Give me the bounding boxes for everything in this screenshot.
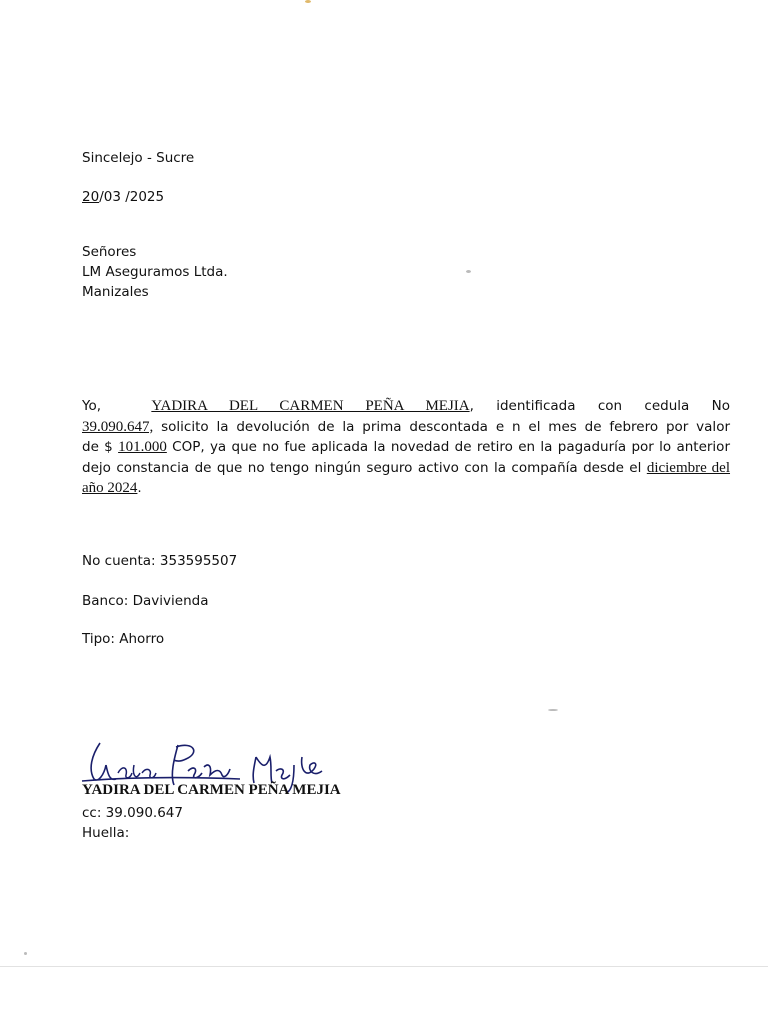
letter-body <box>82 396 730 499</box>
signer-id: cc: 39.090.647 <box>82 805 183 821</box>
scan-speck <box>466 270 471 273</box>
recipient-city: Manizales <box>82 284 149 300</box>
applicant-name: YADIRA DEL CARMEN PEÑA MEJIA <box>151 398 470 414</box>
date-day: 20 <box>82 189 100 205</box>
scan-speck <box>548 709 558 711</box>
date-month-year: /03 /2025 <box>99 189 165 205</box>
scan-speck <box>305 0 311 3</box>
recipient-salutation: Señores <box>82 244 137 260</box>
body-line-2: 39.090.647, solicito la devolución de la prima descontada e n el mes de febrero por valor <box>82 418 730 435</box>
since-date-1: diciembre del <box>646 459 731 476</box>
signer-name: YADIRA DEL CARMEN PEÑA MEJIA <box>82 782 341 798</box>
scan-edge-line <box>0 966 768 967</box>
scan-speck <box>24 952 27 955</box>
bank-name: Banco: Davivienda <box>82 593 209 609</box>
account-type: Tipo: Ahorro <box>82 631 165 647</box>
amount: 101.000 <box>118 439 167 455</box>
since-date-2: año 2024 <box>82 480 138 496</box>
place-line: Sincelejo - Sucre <box>82 150 195 166</box>
body-line-1: Yo, YADIRA DEL CARMEN PEÑA MEJIA, identificada con cedula No <box>82 398 730 414</box>
recipient-company: LM Aseguramos Ltda. <box>82 264 228 280</box>
body-line-4: dejo constancia de que no tengo ningún seguro activo con la compañía desde el diciembre del <box>82 459 731 476</box>
fingerprint-label: Huella: <box>82 825 130 841</box>
date-line <box>82 189 164 205</box>
body-line-3: de $ 101.000 COP, ya que no fue aplicada la novedad de retiro en la pagaduría por lo anterior <box>82 439 730 455</box>
account-number: No cuenta: 353595507 <box>82 553 238 569</box>
body-line-5: año 2024. <box>82 480 142 496</box>
applicant-id: 39.090.647, <box>82 418 154 435</box>
